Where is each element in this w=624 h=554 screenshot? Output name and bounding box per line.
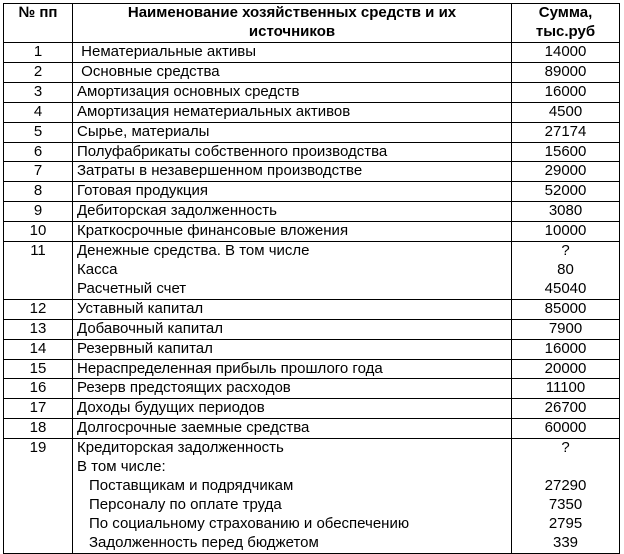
row19-line3: Поставщикам и подрядчикам [89, 476, 294, 494]
row-num: 12 [4, 299, 73, 319]
row19-line2: В том числе: [77, 458, 166, 476]
row-num: 16 [4, 379, 73, 399]
table-row [4, 102, 620, 122]
table-row [4, 43, 620, 63]
row11-val3: 45040 [544, 279, 587, 297]
row-value: 14000 [512, 43, 620, 63]
row19-val1: ? [561, 439, 570, 457]
row-value: 52000 [512, 182, 620, 202]
row19-line6: Задолженность перед бюджетом [89, 533, 319, 551]
row19-val6: 339 [552, 533, 579, 551]
row11-line1: Денежные средства. В том числе [77, 242, 310, 260]
header-name-line2: источников [248, 22, 336, 40]
table-row [4, 122, 620, 142]
row-num: 3 [4, 82, 73, 102]
row-value [512, 242, 620, 300]
row-value: 16000 [512, 339, 620, 359]
row-num: 5 [4, 122, 73, 142]
row-name: Амортизация основных средств [73, 82, 512, 102]
row-value: 3080 [512, 202, 620, 222]
header-row [4, 4, 620, 43]
row-name: Сырье, материалы [73, 122, 512, 142]
row-name [73, 242, 512, 300]
row-num: 10 [4, 222, 73, 242]
row-value: 26700 [512, 399, 620, 419]
row-name: Резервный капитал [73, 339, 512, 359]
table-row [4, 379, 620, 399]
row-value: 15600 [512, 142, 620, 162]
table-row [4, 339, 620, 359]
table-row [4, 142, 620, 162]
row-name: Основные средства [73, 62, 512, 82]
row-name: Полуфабрикаты собственного производства [73, 142, 512, 162]
header-sum-line2: тыс.руб [535, 22, 596, 40]
table-row [4, 319, 620, 339]
row19-line1: Кредиторская задолженность [77, 439, 284, 457]
header-name [73, 4, 512, 43]
row-value: 85000 [512, 299, 620, 319]
row-name: Уставный капитал [73, 299, 512, 319]
row19-line4: Персоналу по оплате труда [89, 495, 282, 513]
table-row [4, 182, 620, 202]
header-sum [512, 4, 620, 43]
table-row [4, 299, 620, 319]
row19-val5: 2795 [548, 514, 583, 532]
row-value: 11100 [512, 379, 620, 399]
row-num: 17 [4, 399, 73, 419]
row-name: Краткосрочные финансовые вложения [73, 222, 512, 242]
table-row [4, 419, 620, 439]
row-num: 11 [4, 242, 73, 300]
row11-val2: 80 [557, 260, 574, 278]
table-row [4, 202, 620, 222]
table-row [4, 62, 620, 82]
row-value: 29000 [512, 162, 620, 182]
header-num: № пп [4, 4, 73, 43]
row-num: 7 [4, 162, 73, 182]
row-value: 7900 [512, 319, 620, 339]
row-num: 15 [4, 359, 73, 379]
balance-table [3, 3, 620, 554]
row-name [73, 439, 512, 553]
row19-val2 [516, 458, 615, 477]
row-name: Дебиторская задолженность [73, 202, 512, 222]
row-name: Амортизация нематериальных активов [73, 102, 512, 122]
row-num: 13 [4, 319, 73, 339]
row-name: Готовая продукция [73, 182, 512, 202]
row-name: Добавочный капитал [73, 319, 512, 339]
row-num: 8 [4, 182, 73, 202]
table-row [4, 399, 620, 419]
row-value: 4500 [512, 102, 620, 122]
row-value: 16000 [512, 82, 620, 102]
row19-val3: 27290 [544, 476, 587, 494]
row-num: 2 [4, 62, 73, 82]
row-name: Нераспределенная прибыль прошлого года [73, 359, 512, 379]
row-name: Резерв предстоящих расходов [73, 379, 512, 399]
row11-line3: Расчетный счет [77, 279, 187, 297]
row-name: Долгосрочные заемные средства [73, 419, 512, 439]
row-num: 18 [4, 419, 73, 439]
row-value: 89000 [512, 62, 620, 82]
row-value: 20000 [512, 359, 620, 379]
row19-line5: По социальному страхованию и обеспечению [89, 514, 410, 532]
table-row [4, 162, 620, 182]
row-num: 19 [4, 439, 73, 553]
row-num: 1 [4, 43, 73, 63]
row-value: 10000 [512, 222, 620, 242]
table-row [4, 242, 620, 300]
table-row [4, 359, 620, 379]
header-name-line1: Наименование хозяйственных средств и их [127, 4, 457, 21]
row-name: Доходы будущих периодов [73, 399, 512, 419]
row-name: Нематериальные активы [73, 43, 512, 63]
row-value [512, 439, 620, 553]
table-row [4, 439, 620, 553]
header-sum-line1: Сумма, [538, 4, 593, 21]
table-row [4, 82, 620, 102]
row11-val1: ? [561, 242, 570, 260]
table-row [4, 222, 620, 242]
row11-line2: Касса [77, 260, 118, 278]
row-num: 6 [4, 142, 73, 162]
row-num: 4 [4, 102, 73, 122]
row-num: 14 [4, 339, 73, 359]
row-value: 27174 [512, 122, 620, 142]
row19-val4: 7350 [548, 495, 583, 513]
row-value: 60000 [512, 419, 620, 439]
row-name: Затраты в незавершенном производстве [73, 162, 512, 182]
row-num: 9 [4, 202, 73, 222]
